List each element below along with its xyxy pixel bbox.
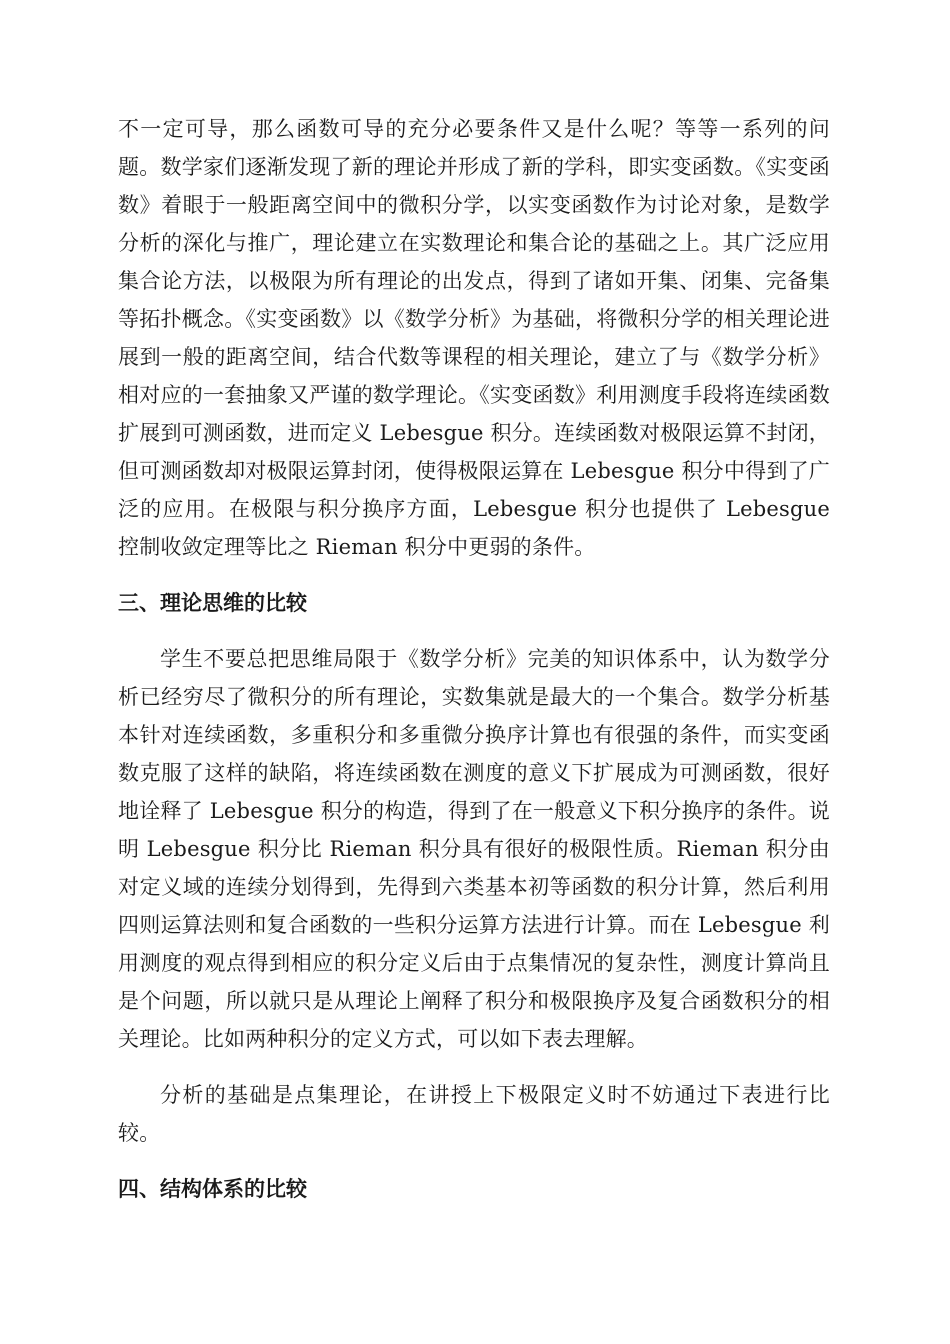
body-paragraph: 学生不要总把思维局限于《数学分析》完美的知识体系中，认为数学分析已经穷尽了微积分的所有理论，实数集就是最大的一个集合。数学分析基本针对连续函数，多重积分和多重微分换序计算也有很强的条件，而实变函数克服了这样的缺陷，将连续函数在测度的意义下扩展成为可测函数，很好地诠释了 Lebesgue 积分的构造，得到了在一般意义下积分换序的条件。说明 Lebesgue 积分比 Rieman 积分具有很好的极限性质。Rieman 积分由对定义域的连续分划得到，先得到六类基本初等函数的积分计算，然后利用四则运算法则和复合函数的一些积分运算方法进行计算。而在 Lebesgue 利用测度的观点得到相应的积分定义后由于点集情况的复杂性，测度计算尚且是个问题，所以就只是从理论上阐释了积分和极限换序及复合函数积分的相关理论。比如两种积分的定义方式，可以如下表去理解。 [118,647,830,1051]
section-heading: 三、理论思维的比较 [118,591,307,615]
section-heading: 四、结构体系的比较 [118,1177,307,1201]
document-page [118,110,830,1208]
body-paragraph: 分析的基础是点集理论，在讲授上下极限定义时不妨通过下表进行比较。 [118,1083,830,1145]
body-paragraph: 不一定可导，那么函数可导的充分必要条件又是什么呢？等等一系列的问题。数学家们逐渐发现了新的理论并形成了新的学科，即实变函数。《实变函数》着眼于一般距离空间中的微积分学，以实变函数作为讨论对象，是数学分析的深化与推广，理论建立在实数理论和集合论的基础之上。其广泛应用集合论方法，以极限为所有理论的出发点，得到了诸如开集、闭集、完备集等拓扑概念。《实变函数》以《数学分析》为基础，将微积分学的相关理论进展到一般的距离空间，结合代数等课程的相关理论，建立了与《数学分析》相对应的一套抽象又严谨的数学理论。《实变函数》利用测度手段将连续函数扩展到可测函数，进而定义 Lebesgue 积分。连续函数对极限运算不封闭，但可测函数却对极限运算封闭，使得极限运算在 Lebesgue 积分中得到了广泛的应用。在极限与积分换序方面，Lebesgue 积分也提供了 Lebesgue 控制收敛定理等比之 Rieman 积分中更弱的条件。 [118,117,830,559]
